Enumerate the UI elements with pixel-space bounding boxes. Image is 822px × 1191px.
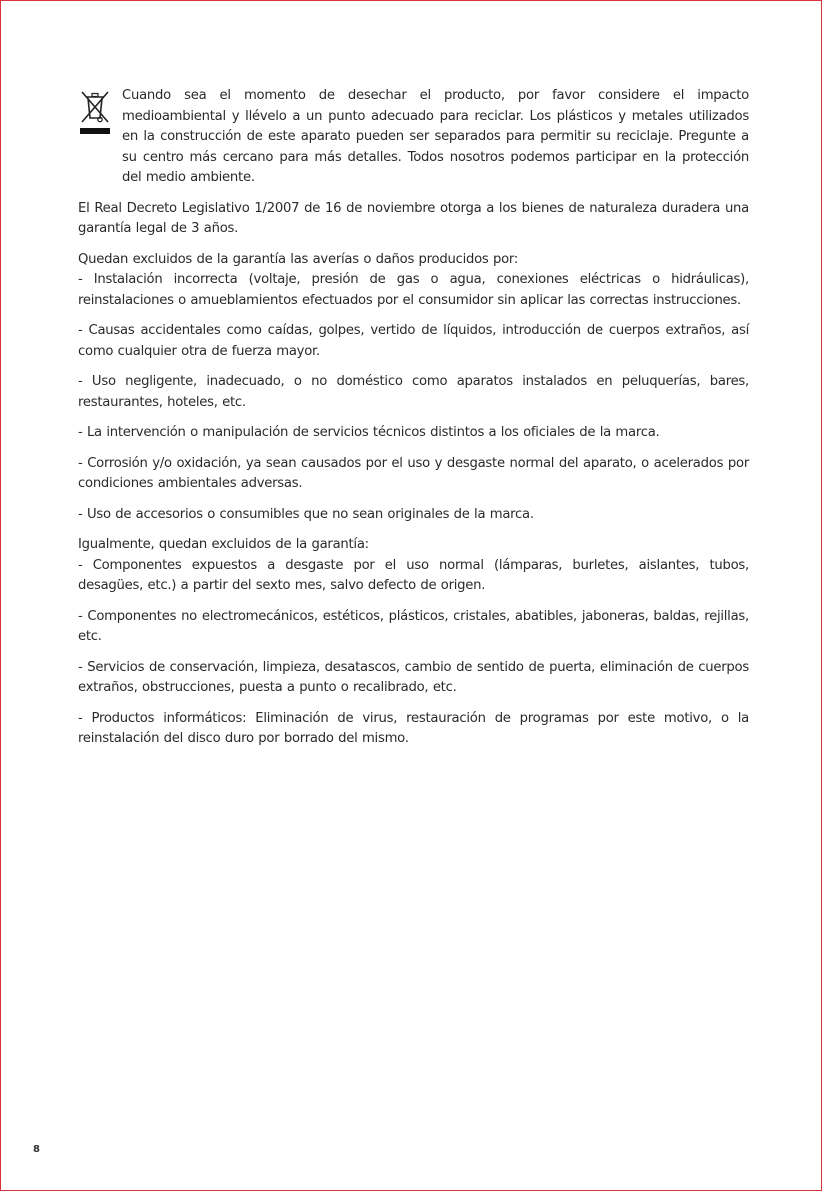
list-item: - Uso de accesorios o consumibles que no sean originales de la marca. [78,506,534,522]
list-item: - Componentes expuestos a desgaste por el uso normal (lámparas, burletes, aislantes, tubos, desagües, etc.) a partir del sexto mes, salvo defecto de origen. [78,557,749,593]
list-item: - Corrosión y/o oxidación, ya sean causados por el uso y desgaste normal del aparato, o acelerados por condiciones ambientales adversas. [78,455,749,491]
excluded-components-heading: Igualmente, quedan excluidos de la garantía: [78,537,369,552]
recycling-notice [78,86,749,189]
list-item: - Componentes no electromecánicos, estéticos, plásticos, cristales, abatibles, jaboneras, baldas, rejillas, etc. [78,608,749,644]
list-item: - Instalación incorrecta (voltaje, presión de gas o agua, conexiones eléctricas o hidráulicas), reinstalaciones o amueblamientos efectuados por el consumidor sin aplicar las correctas instrucciones. [78,272,749,308]
guarantee-intro: El Real Decreto Legislativo 1/2007 de 16 de noviembre otorga a los bienes de naturaleza duradera una garantía legal de 3 años. [78,200,749,236]
excluded-damages-heading: Quedan excluidos de la garantía las averías o daños producidos por: [78,251,519,267]
list-item: - Uso negligente, inadecuado, o no doméstico como aparatos instalados en peluquerías, bares, restaurantes, hoteles, etc. [78,374,749,410]
list-item: - Causas accidentales como caídas, golpes, vertido de líquidos, introducción de cuerpos extraños, así como cualquier otra de fuerza mayor. [78,323,749,359]
list-item: - La intervención o manipulación de servicios técnicos distintos a los oficiales de la marca. [78,425,660,440]
page-number: 8 [33,1144,40,1155]
recycling-notice-text: Cuando sea el momento de desechar el producto, por favor considere el impacto medioambiental y llévelo a un punto adecuado para reciclar. Los plásticos y metales utilizados en la construcción de este aparato pueden ser separados para permitir su reciclaje. Pregunte a su centro más cercano para más detalles. Todos nosotros podemos participar en la protección del medio ambiente. [122,88,749,185]
list-item: - Servicios de conservación, limpieza, desatascos, cambio de sentido de puerta, eliminación de cuerpos extraños, obstrucciones, puesta a punto o recalibrado, etc. [78,659,749,695]
crossed-out-wheelie-bin-icon [78,88,112,136]
page-content [78,86,749,750]
list-item: - Productos informáticos: Eliminación de virus, restauración de programas por este motivo, o la reinstalación del disco duro por borrado del mismo. [78,710,749,746]
